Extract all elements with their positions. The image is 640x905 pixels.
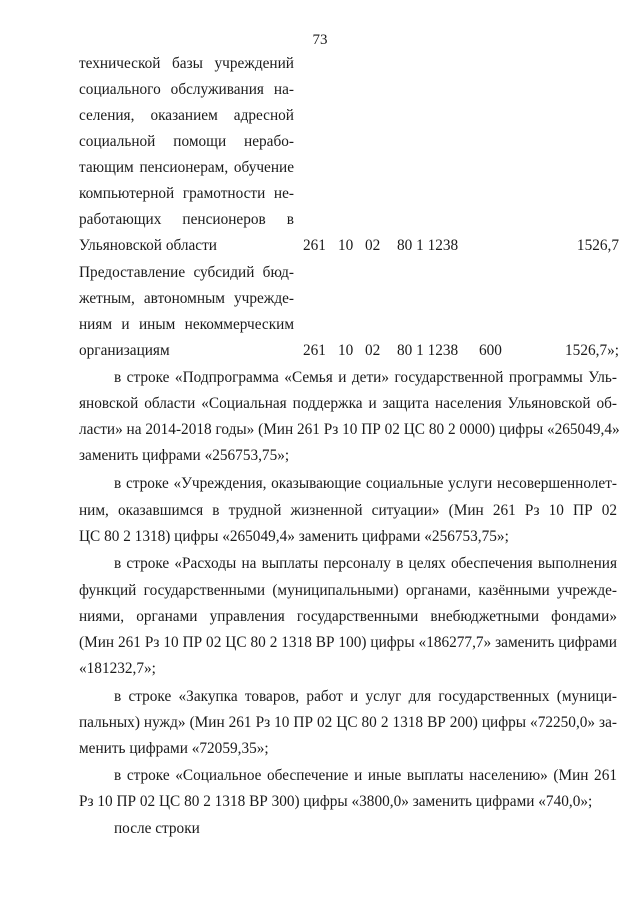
row-desc-line: социального обслуживания на- (79, 81, 294, 98)
row-desc-line: работающих пенсионеров в (79, 211, 294, 228)
paragraph-line: после строки (114, 820, 200, 837)
paragraph-line: в строке «Учреждения, оказывающие социальные услуги несовершеннолет- (114, 475, 617, 492)
row-desc-line: технической базы учреждений (79, 55, 294, 72)
paragraph-line: заменить цифрами «256753,75»; (79, 447, 290, 464)
code-pr: 02 (365, 342, 381, 359)
paragraph-line: в строке «Подпрограмма «Семья и дети» государственной программы Уль- (114, 369, 617, 386)
row-desc-line: компьютерной грамотности не- (79, 185, 294, 202)
paragraph-line: ЦС 80 2 1318) цифры «265049,4» заменить цифрами «256753,75»; (79, 528, 509, 545)
paragraph-line: ласти» на 2014-2018 годы» (Мин 261 Рз 10 ПР 02 ЦС 80 2 0000) цифры «265049,4» (79, 421, 620, 438)
code-vr: 600 (479, 342, 502, 359)
row-desc-line: селения, оказанием адресной (79, 107, 294, 124)
row-desc-line: ниям и иным некоммерческим (79, 316, 294, 333)
code-sum: 1526,7»; (565, 342, 619, 359)
paragraph-line: в строке «Социальное обеспечение и иные выплаты населению» (Мин 261 (114, 767, 617, 784)
code-min: 261 (303, 342, 326, 359)
row-desc-line: Ульяновской области (79, 237, 217, 254)
code-rz: 10 (338, 342, 354, 359)
code-sum: 1526,7 (576, 237, 619, 254)
paragraph-line: пальных) нужд» (Мин 261 Рз 10 ПР 02 ЦС 80 2 1318 ВР 200) цифры «72250,0» за- (79, 714, 617, 731)
code-min: 261 (303, 237, 326, 254)
code-cs: 80 1 1238 (397, 342, 459, 359)
row-desc-line: организациям (79, 342, 170, 359)
paragraph-line: Рз 10 ПР 02 ЦС 80 2 1318 ВР 300) цифры «3800,0» заменить цифрами «740,0»; (79, 793, 593, 810)
paragraph-line: функций государственными (муниципальными) органами, казёнными учрежде- (79, 582, 617, 599)
paragraph-line: «181232,7»; (79, 660, 156, 677)
page-number: 73 (312, 32, 328, 48)
code-cs: 80 1 1238 (397, 237, 459, 254)
code-pr: 02 (365, 237, 381, 254)
paragraph-line: ним, оказавшимся в трудной жизненной ситуации» (Мин 261 Рз 10 ПР 02 (79, 502, 617, 519)
paragraph-line: в строке «Закупка товаров, работ и услуг для государственных (муници- (114, 688, 617, 705)
paragraph-line: (Мин 261 Рз 10 ПР 02 ЦС 80 2 1318 ВР 100) цифры «186277,7» заменить цифрами (79, 634, 617, 651)
paragraph-line: ниями, органами управления государственными внебюджетными фондами» (79, 608, 617, 625)
row-desc-line: Предоставление субсидий бюд- (79, 264, 294, 281)
code-rz: 10 (338, 237, 354, 254)
paragraph-line: в строке «Расходы на выплаты персоналу в целях обеспечения выполнения (114, 555, 617, 572)
row-desc-line: социальной помощи нерабо- (79, 133, 294, 150)
row-desc-line: жетным, автономным учрежде- (79, 290, 294, 307)
row-desc-line: тающим пенсионерам, обучение (79, 159, 294, 176)
paragraph-line: яновской области «Социальная поддержка и защита населения Ульяновской об- (79, 395, 617, 412)
paragraph-line: менить цифрами «72059,35»; (79, 740, 269, 757)
